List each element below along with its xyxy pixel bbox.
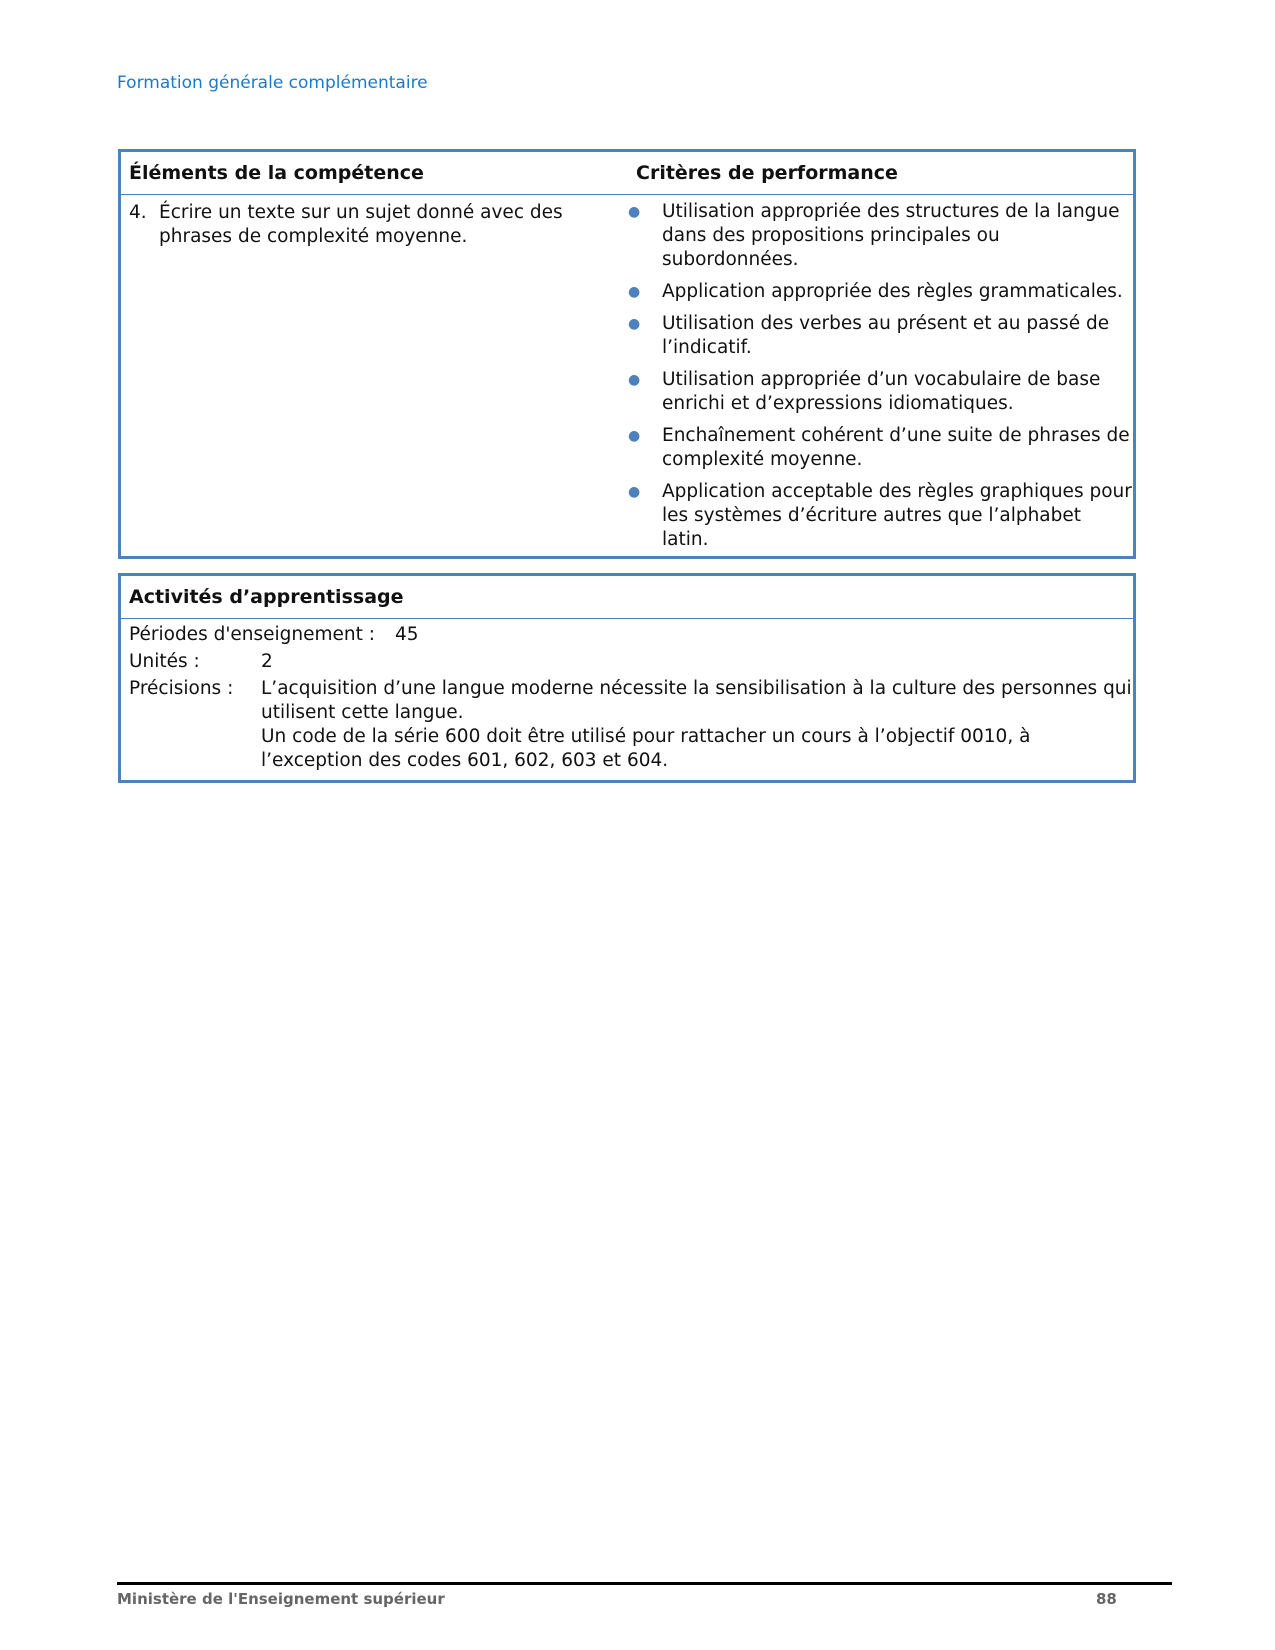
criteria-item: ● Application acceptable des règles graphiques pour les systèmes d’écriture autres que l’alphabet latin. [628,481,1132,550]
criteria-item: ● Utilisation appropriée des structures de la langue dans des propositions principales ou subordonnées. [628,201,1120,270]
bullet-icon: ● [628,316,641,332]
units-value: 2 [261,651,273,672]
running-header: Formation générale complémentaire [117,73,428,93]
units-label: Unités : [129,651,200,672]
precisions-row [121,677,1133,773]
precisions-label: Précisions : [129,678,234,699]
bullet-icon: ● [628,484,641,500]
activities-title: Activités d’apprentissage [129,586,404,608]
criteria-item: ● Utilisation appropriée d’un vocabulaire de base enrichi et d’expressions idiomatiques. [628,369,1101,414]
bullet-icon: ● [628,428,641,444]
elements-header: Éléments de la compétence [129,162,424,184]
units-row [121,650,1133,674]
criteria-item: ● Application appropriée des règles grammaticales. [628,281,1123,302]
bullet-icon: ● [628,372,641,388]
element-text: Écrire un texte sur un sujet donné avec des phrases de complexité moyenne. [159,202,563,247]
criteria-list [626,200,1133,552]
periods-label: Périodes d'enseignement : [129,624,376,645]
criteria-item: ● Enchaînement cohérent d’une suite de phrases de complexité moyenne. [628,425,1130,470]
periods-row [121,623,1133,647]
periods-value: 45 [395,624,419,645]
table-header-row [121,152,1133,195]
criteria-item: ● Utilisation des verbes au présent et au passé de l’indicatif. [628,313,1110,358]
footer-ministry: Ministère de l'Enseignement supérieur [117,1590,445,1608]
footer-rule [117,1582,1172,1585]
element-item [121,195,626,560]
activities-table [118,573,1136,783]
element-number: 4. [129,202,147,223]
precision-text: Un code de la série 600 doit être utilisé pour rattacher un cours à l’objectif 0010, à l’exception des codes 601, 602, 603 et 604. [261,726,1031,771]
bullet-icon: ● [628,284,641,300]
criteria-header: Critères de performance [636,162,898,184]
competence-table [118,149,1136,559]
page-number: 88 [1096,1590,1117,1608]
bullet-icon: ● [628,204,641,220]
precision-text: L’acquisition d’une langue moderne nécessite la sensibilisation à la culture des personnes qui utilisent cette langue. [261,678,1132,723]
